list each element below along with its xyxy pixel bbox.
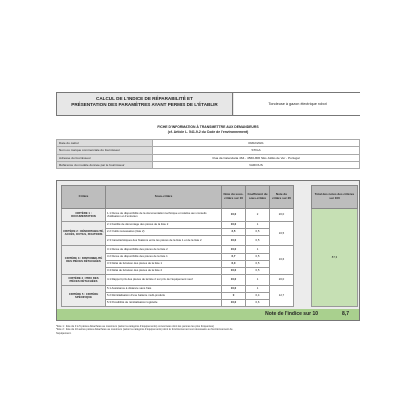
- spacer-cell: [294, 253, 312, 260]
- subcriterion-coef: 0,5: [246, 228, 270, 235]
- fiche-line-2: (cf. Article L. 541-9-2 du Code de l'environnement): [167, 129, 249, 134]
- subcriterion-note: [222, 221, 246, 228]
- subcriterion-note-value: 10,0: [230, 212, 237, 217]
- header-title: [57, 93, 233, 115]
- subcriterion-note-value: 10,0: [230, 286, 237, 291]
- spacer-cell: [294, 228, 312, 235]
- footnote-2: *liste 2 : liste de 10 autres pièces détachées au maximum (selon la catégorie d'équipements) dont le fonctionnement est nécessaire au fonctionnement de: [56, 328, 233, 332]
- subcriterion-note: [222, 292, 246, 299]
- subcriterion-note: [222, 299, 246, 306]
- criterion-name: CRITÈRE 4 : PRIX DES PIÈCES DÉTACHÉES: [62, 274, 106, 285]
- subcriterion-coef: 1: [246, 285, 270, 292]
- subcriterion-coef: 1: [246, 221, 270, 228]
- subcriterion-note-value: 6,7: [231, 254, 236, 259]
- criterion-note: 20,0: [270, 274, 294, 285]
- spacer-cell: [294, 267, 312, 274]
- subcriterion-note-value: 2,5: [231, 229, 236, 234]
- criterion-note: 16,5: [270, 221, 294, 245]
- subcriterion-text: 3.4 Délai de livraison des pièces de la liste 2: [106, 267, 222, 274]
- subcriterion-text: 3.3 Délai de livraison des pièces de la liste 1: [106, 260, 222, 267]
- subcriterion-note: [222, 228, 246, 235]
- subcriterion-text: 2.1 Facilité de démontage des pièces de la liste 2: [106, 221, 222, 228]
- fiche-line-1: FICHE D'INFORMATION À TRANSMETTRE AUX DEMANDEURS: [157, 125, 259, 129]
- final-score-bar: [57, 309, 359, 320]
- criterion-name: CRITÈRE 5 : CRITÈRE SPÉCIFIQUE: [62, 285, 106, 306]
- table-row: [62, 208, 358, 221]
- subcriterion-text: 3.1 Durée de disponibilité des pièces de la liste 2: [106, 245, 222, 253]
- subcriterion-coef: 0,4: [246, 292, 270, 299]
- subcriterion-text: 2.2 Outils nécessaires (liste 2): [106, 228, 222, 235]
- info-table: [56, 139, 360, 169]
- subcriterion-note-value: 10,0: [230, 268, 237, 273]
- info-label: Référence du modèle donnée par le fournisseur: [57, 161, 153, 168]
- info-row: [57, 140, 360, 147]
- col-coef: Coefficient du sous-critère: [246, 185, 270, 208]
- criterion-note: 20,0: [270, 208, 294, 221]
- title-line-1: CALCUL DE L'INDICE DE RÉPARABILITÉ ET: [96, 96, 193, 101]
- header: [56, 92, 360, 116]
- final-score-value: 8,7: [342, 311, 349, 318]
- subcriterion-text: 1.1 Durée de disponibilité de la documentation technique et relative aux conseils d'utilisation et d'entretien: [106, 208, 222, 221]
- info-label: Adresse du fournisseur: [57, 154, 153, 161]
- title-line-2: PRÉSENTATION DES PARAMÈTRES AYANT PERMIS DE L'ÉTABLIR: [71, 101, 218, 107]
- total-score: 87,3: [312, 208, 358, 306]
- subcriterion-coef: 1: [246, 245, 270, 253]
- subcriterion-note: [222, 235, 246, 245]
- subcriterion-note: [222, 208, 246, 221]
- subcriterion-note: [222, 274, 246, 285]
- col-total: Total des notes des critères sur 100: [312, 185, 358, 208]
- criterion-name: CRITÈRE 1 : DOCUMENTATION: [62, 208, 106, 221]
- info-value: STIGA: [153, 147, 360, 154]
- spacer-cell: [294, 292, 312, 299]
- subcriterion-note: [222, 245, 246, 253]
- subcriterion-note-value: 0: [232, 293, 235, 298]
- subcriterion-note-value: 6,0: [231, 261, 236, 266]
- score-panel: [56, 180, 360, 321]
- spacer-cell: [294, 245, 312, 253]
- info-value: 09/02/2021: [153, 140, 360, 147]
- subcriterion-coef: 0,5: [246, 260, 270, 267]
- subcriterion-note-value: 10,0: [230, 222, 237, 227]
- col-note-crit: Note du critère sur 20: [270, 185, 294, 208]
- repairability-sheet: [56, 92, 360, 335]
- spacer-cell: [294, 299, 312, 306]
- info-row: [57, 161, 360, 168]
- subcriterion-text: 5.2 Réinitialisation d'une batterie multi-produits: [106, 292, 222, 299]
- subcriterion-coef: 2: [246, 208, 270, 221]
- col-spacer: [294, 185, 312, 208]
- subcriterion-note-value: 10,0: [230, 246, 237, 251]
- info-label: Date du calcul: [57, 140, 153, 147]
- col-note-sub: Note du sous-critère sur 10: [222, 185, 246, 208]
- final-score-label: Note de l'indice sur 10: [265, 311, 319, 318]
- subcriterion-coef: 0,5: [246, 267, 270, 274]
- info-label: Nom ou marque commerciale du fournisseur: [57, 147, 153, 154]
- subcriterion-note: [222, 285, 246, 292]
- fiche-heading: [56, 125, 360, 134]
- subcriterion-coef: 0,5: [246, 235, 270, 245]
- spacer-cell: [294, 285, 312, 292]
- spacer-cell: [294, 208, 312, 221]
- col-criteria: Critère: [62, 185, 106, 208]
- info-row: [57, 147, 360, 154]
- product-name: Tondeuse à gazon électrique robot: [234, 93, 361, 115]
- subcriterion-coef: 0,5: [246, 253, 270, 260]
- spacer-cell: [294, 260, 312, 267]
- subcriterion-text: 2.3 Caractéristiques des fixations entre les pièces de la liste 1 et de la liste 2: [106, 235, 222, 245]
- col-subcriteria: Sous-critère: [106, 185, 222, 208]
- subcriterion-coef: 1: [246, 274, 270, 285]
- criterion-note: 12,7: [270, 285, 294, 306]
- subcriterion-text: 3.2 Durée de disponibilité des pièces de la liste 1: [106, 253, 222, 260]
- info-value: Rua da Calendaria 464 - 4560-806 São Julião de Ver - Portugal: [153, 154, 360, 161]
- spacer-cell: [294, 274, 312, 285]
- criterion-name: CRITÈRE 3 : DISPONIBILITÉ DES PIÈCES DÉTACHÉES: [62, 245, 106, 274]
- subcriterion-text: 4.1 Rapport prix des pièces de la liste 2 sur prix de l'équipement neuf: [106, 274, 222, 285]
- subcriterion-coef: 0,6: [246, 299, 270, 306]
- subcriterion-note-value: 10,0: [230, 237, 237, 242]
- subcriterion-text: 5.3 Possibilité de réinitialisation logicielle: [106, 299, 222, 306]
- subcriterion-note: [222, 267, 246, 274]
- subcriterion-note: [222, 253, 246, 260]
- spacer-cell: [294, 221, 312, 228]
- subcriterion-text: 5.1 Assistance à distance sans frais: [106, 285, 222, 292]
- footnotes: [56, 325, 360, 335]
- info-row: [57, 154, 360, 161]
- subcriterion-note-value: 10,0: [230, 300, 237, 305]
- footnote-3: l'équipement.: [56, 331, 72, 335]
- criteria-table: [61, 185, 358, 307]
- criterion-name: CRITÈRE 2 : DÉMONTABILITÉ, ACCÈS, OUTILS, FIXATIONS: [62, 221, 106, 245]
- criterion-note: 16,6: [270, 245, 294, 274]
- info-value: VARIOUS: [153, 161, 360, 168]
- footnote-1: *liste 1 : liste de 3 à 5 pièces détachées au maximum (selon la catégorie d'équipements) concernées dont les pannes les plus fréquentes): [56, 324, 214, 328]
- subcriterion-note: [222, 260, 246, 267]
- spacer-cell: [294, 235, 312, 245]
- subcriterion-note-value: 10,0: [230, 277, 237, 282]
